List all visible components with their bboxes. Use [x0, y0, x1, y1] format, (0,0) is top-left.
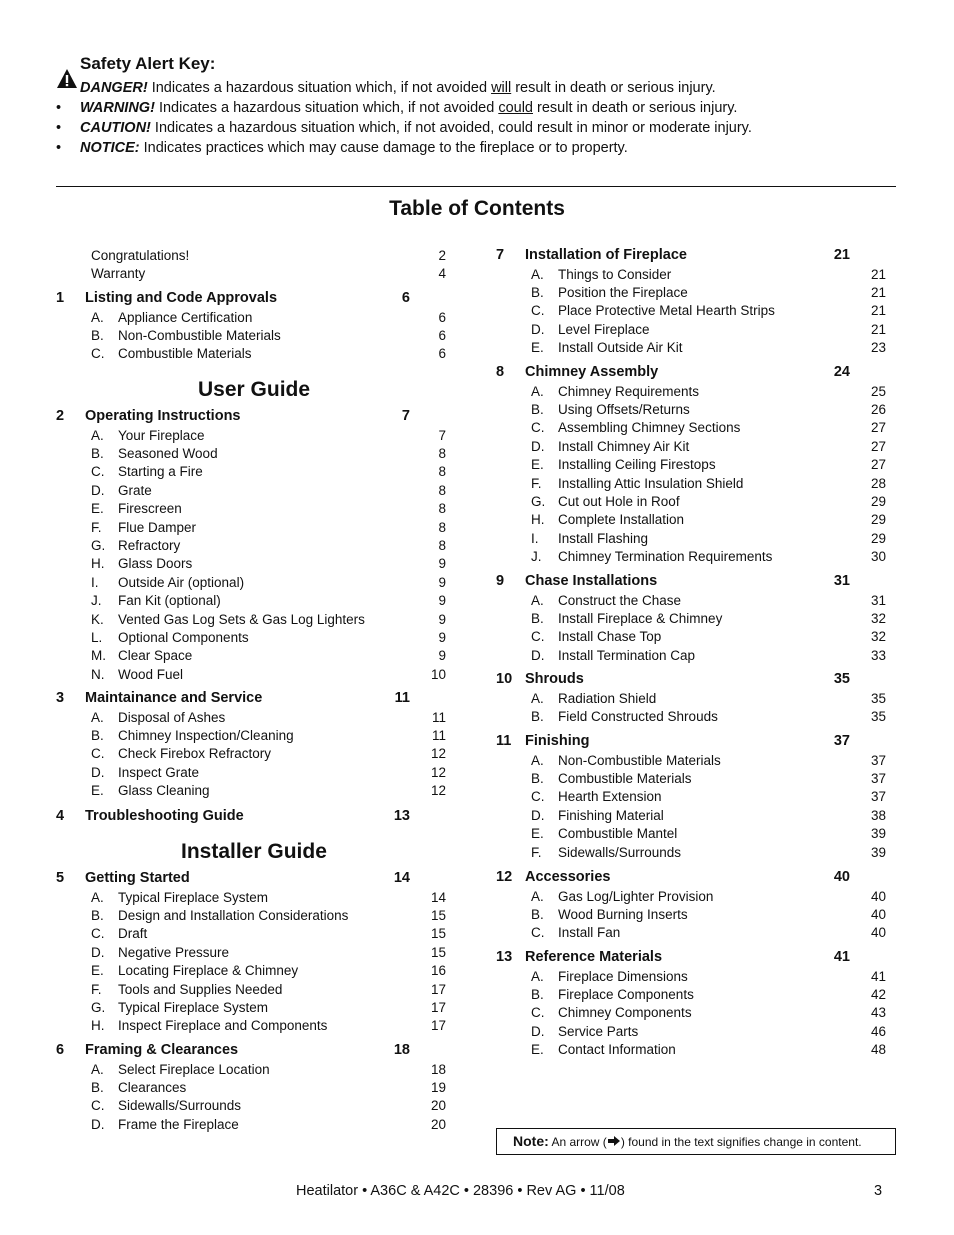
entry-letter: N.	[91, 666, 105, 682]
entry-text: Combustible Materials	[118, 346, 252, 362]
entry-page: 10	[430, 666, 446, 682]
entry-text: Combustible Mantel	[558, 826, 678, 842]
entry-text: Chimney Requirements	[558, 383, 700, 399]
entry-letter: E.	[531, 457, 544, 473]
entry-text: Inspect Grate	[118, 764, 200, 780]
entry-text: Install Chimney Air Kit	[558, 438, 690, 454]
entry-text: Disposal of Ashes	[118, 709, 226, 725]
entry-page: 8	[438, 445, 446, 461]
entry-page: 20	[430, 1098, 446, 1114]
entry-text: Glass Doors	[118, 556, 193, 572]
entry-text: Install Termination Cap	[558, 647, 696, 663]
entry-page: 27	[870, 420, 886, 436]
entry-letter: B.	[91, 727, 104, 743]
entry-page: 41	[870, 968, 886, 984]
entry-letter: A.	[91, 427, 104, 443]
section-number: 4	[56, 808, 65, 824]
entry-page: 11	[431, 709, 446, 725]
entry-letter: G.	[91, 999, 106, 1015]
entry-text: Finishing Material	[558, 807, 664, 823]
entry-letter: F.	[531, 844, 542, 860]
entry-letter: B.	[531, 401, 544, 417]
entry-text: Install Chase Top	[558, 629, 662, 645]
entry-page: 35	[870, 708, 886, 724]
entry-letter: B.	[531, 906, 544, 922]
section-number: 8	[496, 364, 505, 380]
entry-text: Installing Attic Insulation Shield	[558, 475, 744, 491]
entry-page: 9	[438, 593, 446, 609]
entry-text: Construct the Chase	[558, 592, 682, 608]
entry-page: 9	[438, 629, 446, 645]
entry-letter: B.	[91, 327, 104, 343]
entry-page: 27	[870, 438, 886, 454]
entry-letter: D.	[91, 482, 105, 498]
section-title: Operating Instructions	[85, 408, 241, 424]
section-page: 41	[833, 949, 850, 965]
entry-letter: E.	[531, 340, 544, 356]
entry-page: 21	[870, 303, 886, 319]
entry-page: 40	[870, 906, 886, 922]
entry-page: 43	[870, 1005, 886, 1021]
footer-text: Heatilator • A36C & A42C • 28396 • Rev AG • 11/08	[296, 1183, 625, 1199]
entry-letter: B.	[531, 284, 544, 300]
entry-letter: C.	[531, 925, 545, 941]
divider-rule	[56, 186, 896, 187]
entry-text: Install Outside Air Kit	[558, 340, 683, 356]
entry-page: 17	[430, 999, 446, 1015]
entry-letter: A.	[91, 1061, 104, 1077]
entry-page: 16	[430, 963, 446, 979]
entry-page: 11	[431, 727, 446, 743]
entry-letter: C.	[91, 464, 105, 480]
entry-page: 29	[870, 512, 886, 528]
entry-page: 32	[870, 610, 886, 626]
section-page: 37	[833, 733, 850, 749]
section-title: Shrouds	[525, 671, 584, 687]
alert-warning: • WARNING! Indicates a hazardous situation which, if not avoided could result in death or serious injury.	[56, 100, 738, 116]
section-page: 35	[833, 671, 850, 687]
safety-alert-title: Safety Alert Key:	[80, 54, 216, 73]
entry-text: Fan Kit (optional)	[118, 593, 221, 609]
toc-entry-text: Warranty	[91, 266, 146, 281]
entry-letter: A.	[91, 709, 104, 725]
entry-text: Non-Combustible Materials	[118, 327, 281, 343]
entry-letter: A.	[531, 383, 544, 399]
entry-page: 17	[430, 1018, 446, 1034]
entry-page: 21	[870, 321, 886, 337]
entry-page: 15	[430, 907, 446, 923]
entry-letter: D.	[91, 764, 105, 780]
entry-letter: B.	[91, 445, 104, 461]
page-number: 3	[874, 1183, 883, 1199]
toc-entry-page: 4	[438, 266, 446, 281]
entry-page: 8	[438, 464, 446, 480]
entry-text: Check Firebox Refractory	[118, 746, 272, 762]
entry-letter: A.	[531, 592, 544, 608]
entry-letter: E.	[531, 1042, 544, 1058]
entry-text: Radiation Shield	[558, 690, 657, 706]
section-title: Reference Materials	[525, 949, 663, 965]
entry-page: 6	[438, 309, 446, 325]
toc-title: Table of Contents	[389, 197, 565, 220]
entry-letter: A.	[91, 889, 104, 905]
change-arrow-icon	[607, 1135, 621, 1147]
entry-letter: A.	[531, 888, 544, 904]
entry-page: 17	[430, 981, 446, 997]
entry-page: 29	[870, 493, 886, 509]
entry-letter: B.	[91, 907, 104, 923]
entry-letter: D.	[91, 944, 105, 960]
entry-page: 37	[870, 752, 886, 768]
entry-page: 19	[430, 1079, 446, 1095]
entry-letter: C.	[531, 1005, 545, 1021]
entry-letter: H.	[91, 556, 105, 572]
entry-page: 8	[438, 482, 446, 498]
entry-page: 40	[870, 925, 886, 941]
entry-text: Complete Installation	[558, 512, 685, 528]
entry-text: Using Offsets/Returns	[558, 401, 690, 417]
entry-text: Cut out Hole in Roof	[558, 493, 680, 509]
entry-text: Typical Fireplace System	[118, 999, 269, 1015]
entry-page: 6	[438, 327, 446, 343]
entry-page: 40	[870, 888, 886, 904]
entry-letter: G.	[91, 537, 106, 553]
entry-page: 8	[438, 537, 446, 553]
entry-page: 18	[430, 1061, 446, 1077]
entry-page: 29	[870, 530, 886, 546]
entry-page: 31	[870, 592, 886, 608]
entry-letter: C.	[91, 926, 105, 942]
entry-text: Installing Ceiling Firestops	[558, 457, 716, 473]
section-number: 2	[56, 408, 65, 424]
entry-letter: I.	[531, 530, 539, 546]
entry-text: Level Fireplace	[558, 321, 650, 337]
entry-page: 9	[438, 574, 446, 590]
section-title: Getting Started	[85, 870, 190, 886]
entry-letter: F.	[91, 519, 102, 535]
entry-page: 28	[870, 475, 886, 491]
entry-letter: D.	[531, 321, 545, 337]
user-guide-heading: User Guide	[198, 378, 311, 401]
entry-text: Frame the Fireplace	[118, 1116, 239, 1132]
entry-text: Outside Air (optional)	[118, 574, 245, 590]
entry-page: 46	[870, 1023, 886, 1039]
entry-text: Place Protective Metal Hearth Strips	[558, 303, 775, 319]
entry-letter: I.	[91, 574, 99, 590]
entry-text: Refractory	[118, 537, 181, 553]
section-number: 1	[56, 290, 65, 306]
entry-text: Select Fireplace Location	[118, 1061, 270, 1077]
section-page: 6	[401, 290, 410, 306]
section-number: 11	[496, 733, 512, 749]
entry-page: 25	[870, 383, 886, 399]
entry-page: 6	[438, 346, 446, 362]
entry-page: 30	[870, 549, 886, 565]
entry-letter: A.	[91, 309, 104, 325]
entry-page: 32	[870, 629, 886, 645]
entry-letter: J.	[91, 593, 102, 609]
entry-text: Service Parts	[558, 1023, 639, 1039]
entry-text: Contact Information	[558, 1042, 676, 1058]
entry-letter: E.	[91, 501, 104, 517]
entry-text: Fireplace Components	[558, 986, 694, 1002]
entry-text: Design and Installation Considerations	[118, 907, 349, 923]
section-number: 10	[496, 671, 513, 687]
entry-text: Vented Gas Log Sets & Gas Log Lighters	[118, 611, 365, 627]
section-number: 6	[56, 1042, 65, 1058]
entry-page: 15	[430, 926, 446, 942]
section-title: Framing & Clearances	[85, 1042, 239, 1058]
entry-letter: C.	[531, 420, 545, 436]
entry-page: 14	[430, 889, 446, 905]
entry-letter: H.	[531, 512, 545, 528]
entry-text: Install Fan	[558, 925, 621, 941]
entry-page: 42	[870, 986, 886, 1002]
entry-page: 33	[870, 647, 886, 663]
entry-letter: E.	[91, 963, 104, 979]
entry-text: Field Constructed Shrouds	[558, 708, 718, 724]
entry-letter: C.	[91, 1098, 105, 1114]
entry-text: Sidewalls/Surrounds	[558, 844, 682, 860]
section-number: 5	[56, 870, 65, 886]
entry-text: Negative Pressure	[118, 944, 230, 960]
entry-page: 38	[870, 807, 886, 823]
entry-text: Starting a Fire	[118, 464, 203, 480]
entry-text: Install Flashing	[558, 530, 649, 546]
entry-page: 21	[870, 284, 886, 300]
entry-text: Wood Fuel	[118, 666, 184, 682]
section-number: 7	[496, 247, 505, 263]
section-title: Accessories	[525, 869, 611, 885]
entry-text: Assembling Chimney Sections	[558, 420, 741, 436]
toc-entry-text: Congratulations!	[91, 248, 190, 263]
entry-text: Hearth Extension	[558, 789, 662, 805]
section-number: 12	[496, 869, 513, 885]
entry-page: 8	[438, 501, 446, 517]
entry-letter: B.	[531, 610, 544, 626]
entry-text: Position the Fireplace	[558, 284, 688, 300]
entry-letter: M.	[91, 648, 106, 664]
entry-letter: B.	[531, 708, 544, 724]
section-page: 40	[833, 869, 850, 885]
entry-text: Inspect Fireplace and Components	[118, 1018, 328, 1034]
section-title: Chimney Assembly	[525, 364, 659, 380]
entry-page: 39	[870, 844, 886, 860]
entry-letter: A.	[531, 690, 544, 706]
entry-page: 8	[438, 519, 446, 535]
entry-page: 20	[430, 1116, 446, 1132]
entry-text: Gas Log/Lighter Provision	[558, 888, 714, 904]
entry-letter: C.	[91, 346, 105, 362]
entry-letter: D.	[531, 1023, 545, 1039]
entry-letter: A.	[531, 968, 544, 984]
entry-letter: F.	[531, 475, 542, 491]
toc-entry-page: 2	[438, 248, 446, 263]
alert-danger: DANGER! Indicates a hazardous situation which, if not avoided will result in death or serious injury.	[80, 80, 716, 96]
entry-text: Seasoned Wood	[118, 445, 218, 461]
section-page: 24	[833, 364, 850, 380]
entry-letter: L.	[91, 629, 103, 645]
entry-text: Chimney Termination Requirements	[558, 549, 773, 565]
entry-page: 12	[430, 746, 446, 762]
entry-letter: D.	[531, 807, 545, 823]
entry-page: 23	[870, 340, 886, 356]
section-title: Finishing	[525, 733, 590, 749]
entry-letter: F.	[91, 981, 102, 997]
entry-letter: B.	[91, 1079, 104, 1095]
entry-letter: C.	[531, 629, 545, 645]
entry-letter: K.	[91, 611, 104, 627]
entry-letter: A.	[531, 752, 544, 768]
section-title: Maintainance and Service	[85, 690, 263, 706]
section-number: 9	[496, 573, 505, 589]
entry-text: Sidewalls/Surrounds	[118, 1098, 242, 1114]
section-page: 14	[393, 870, 410, 886]
section-title: Installation of Fireplace	[525, 247, 687, 263]
entry-page: 21	[870, 266, 886, 282]
section-title: Chase Installations	[525, 573, 658, 589]
entry-page: 27	[870, 457, 886, 473]
entry-text: Appliance Certification	[118, 309, 253, 325]
entry-page: 12	[430, 764, 446, 780]
section-page: 13	[393, 808, 410, 824]
entry-page: 26	[870, 401, 886, 417]
entry-page: 37	[870, 789, 886, 805]
entry-letter: J.	[531, 549, 542, 565]
entry-letter: E.	[531, 826, 544, 842]
entry-letter: C.	[91, 746, 105, 762]
installer-guide-heading: Installer Guide	[181, 840, 327, 863]
entry-letter: D.	[531, 647, 545, 663]
entry-text: Chimney Inspection/Cleaning	[118, 727, 294, 743]
entry-text: Tools and Supplies Needed	[118, 981, 283, 997]
section-title: Troubleshooting Guide	[85, 808, 244, 824]
entry-text: Combustible Materials	[558, 770, 692, 786]
entry-text: Glass Cleaning	[118, 783, 210, 799]
section-page: 31	[833, 573, 850, 589]
section-page: 21	[833, 247, 850, 263]
entry-text: Wood Burning Inserts	[558, 906, 688, 922]
entry-letter: H.	[91, 1018, 105, 1034]
section-page: 18	[393, 1042, 410, 1058]
entry-letter: D.	[91, 1116, 105, 1132]
entry-page: 37	[870, 770, 886, 786]
entry-text: Non-Combustible Materials	[558, 752, 721, 768]
entry-text: Flue Damper	[118, 519, 197, 535]
entry-page: 9	[438, 648, 446, 664]
entry-letter: E.	[91, 783, 104, 799]
section-title: Listing and Code Approvals	[85, 290, 278, 306]
entry-text: Chimney Components	[558, 1005, 692, 1021]
entry-page: 7	[438, 427, 446, 443]
section-page: 7	[401, 408, 410, 424]
entry-page: 39	[870, 826, 886, 842]
entry-letter: B.	[531, 986, 544, 1002]
entry-text: Typical Fireplace System	[118, 889, 269, 905]
entry-text: Optional Components	[118, 629, 249, 645]
entry-page: 9	[438, 611, 446, 627]
entry-text: Fireplace Dimensions	[558, 968, 688, 984]
entry-text: Your Fireplace	[118, 427, 205, 443]
note-box: Note: An arrow ( ) found in the text signifies change in content.	[496, 1128, 896, 1155]
entry-letter: G.	[531, 493, 546, 509]
entry-text: Draft	[118, 926, 148, 942]
entry-page: 35	[870, 690, 886, 706]
entry-text: Install Fireplace & Chimney	[558, 610, 723, 626]
entry-letter: D.	[531, 438, 545, 454]
entry-letter: C.	[531, 789, 545, 805]
entry-page: 15	[430, 944, 446, 960]
entry-page: 48	[870, 1042, 886, 1058]
entry-text: Clearances	[118, 1079, 187, 1095]
entry-text: Clear Space	[118, 648, 193, 664]
alert-notice: • NOTICE: Indicates practices which may cause damage to the fireplace or to property.	[56, 140, 628, 156]
entry-text: Things to Consider	[558, 266, 672, 282]
entry-text: Locating Fireplace & Chimney	[118, 963, 299, 979]
section-number: 3	[56, 690, 65, 706]
entry-page: 12	[430, 783, 446, 799]
section-number: 13	[496, 949, 513, 965]
entry-letter: B.	[531, 770, 544, 786]
section-page: 11	[394, 690, 410, 706]
alert-caution: • CAUTION! Indicates a hazardous situation which, if not avoided, could result in minor or moderate injury.	[56, 120, 752, 136]
entry-letter: A.	[531, 266, 544, 282]
entry-text: Grate	[118, 482, 152, 498]
entry-letter: C.	[531, 303, 545, 319]
entry-text: Firescreen	[118, 501, 182, 517]
entry-page: 9	[438, 556, 446, 572]
